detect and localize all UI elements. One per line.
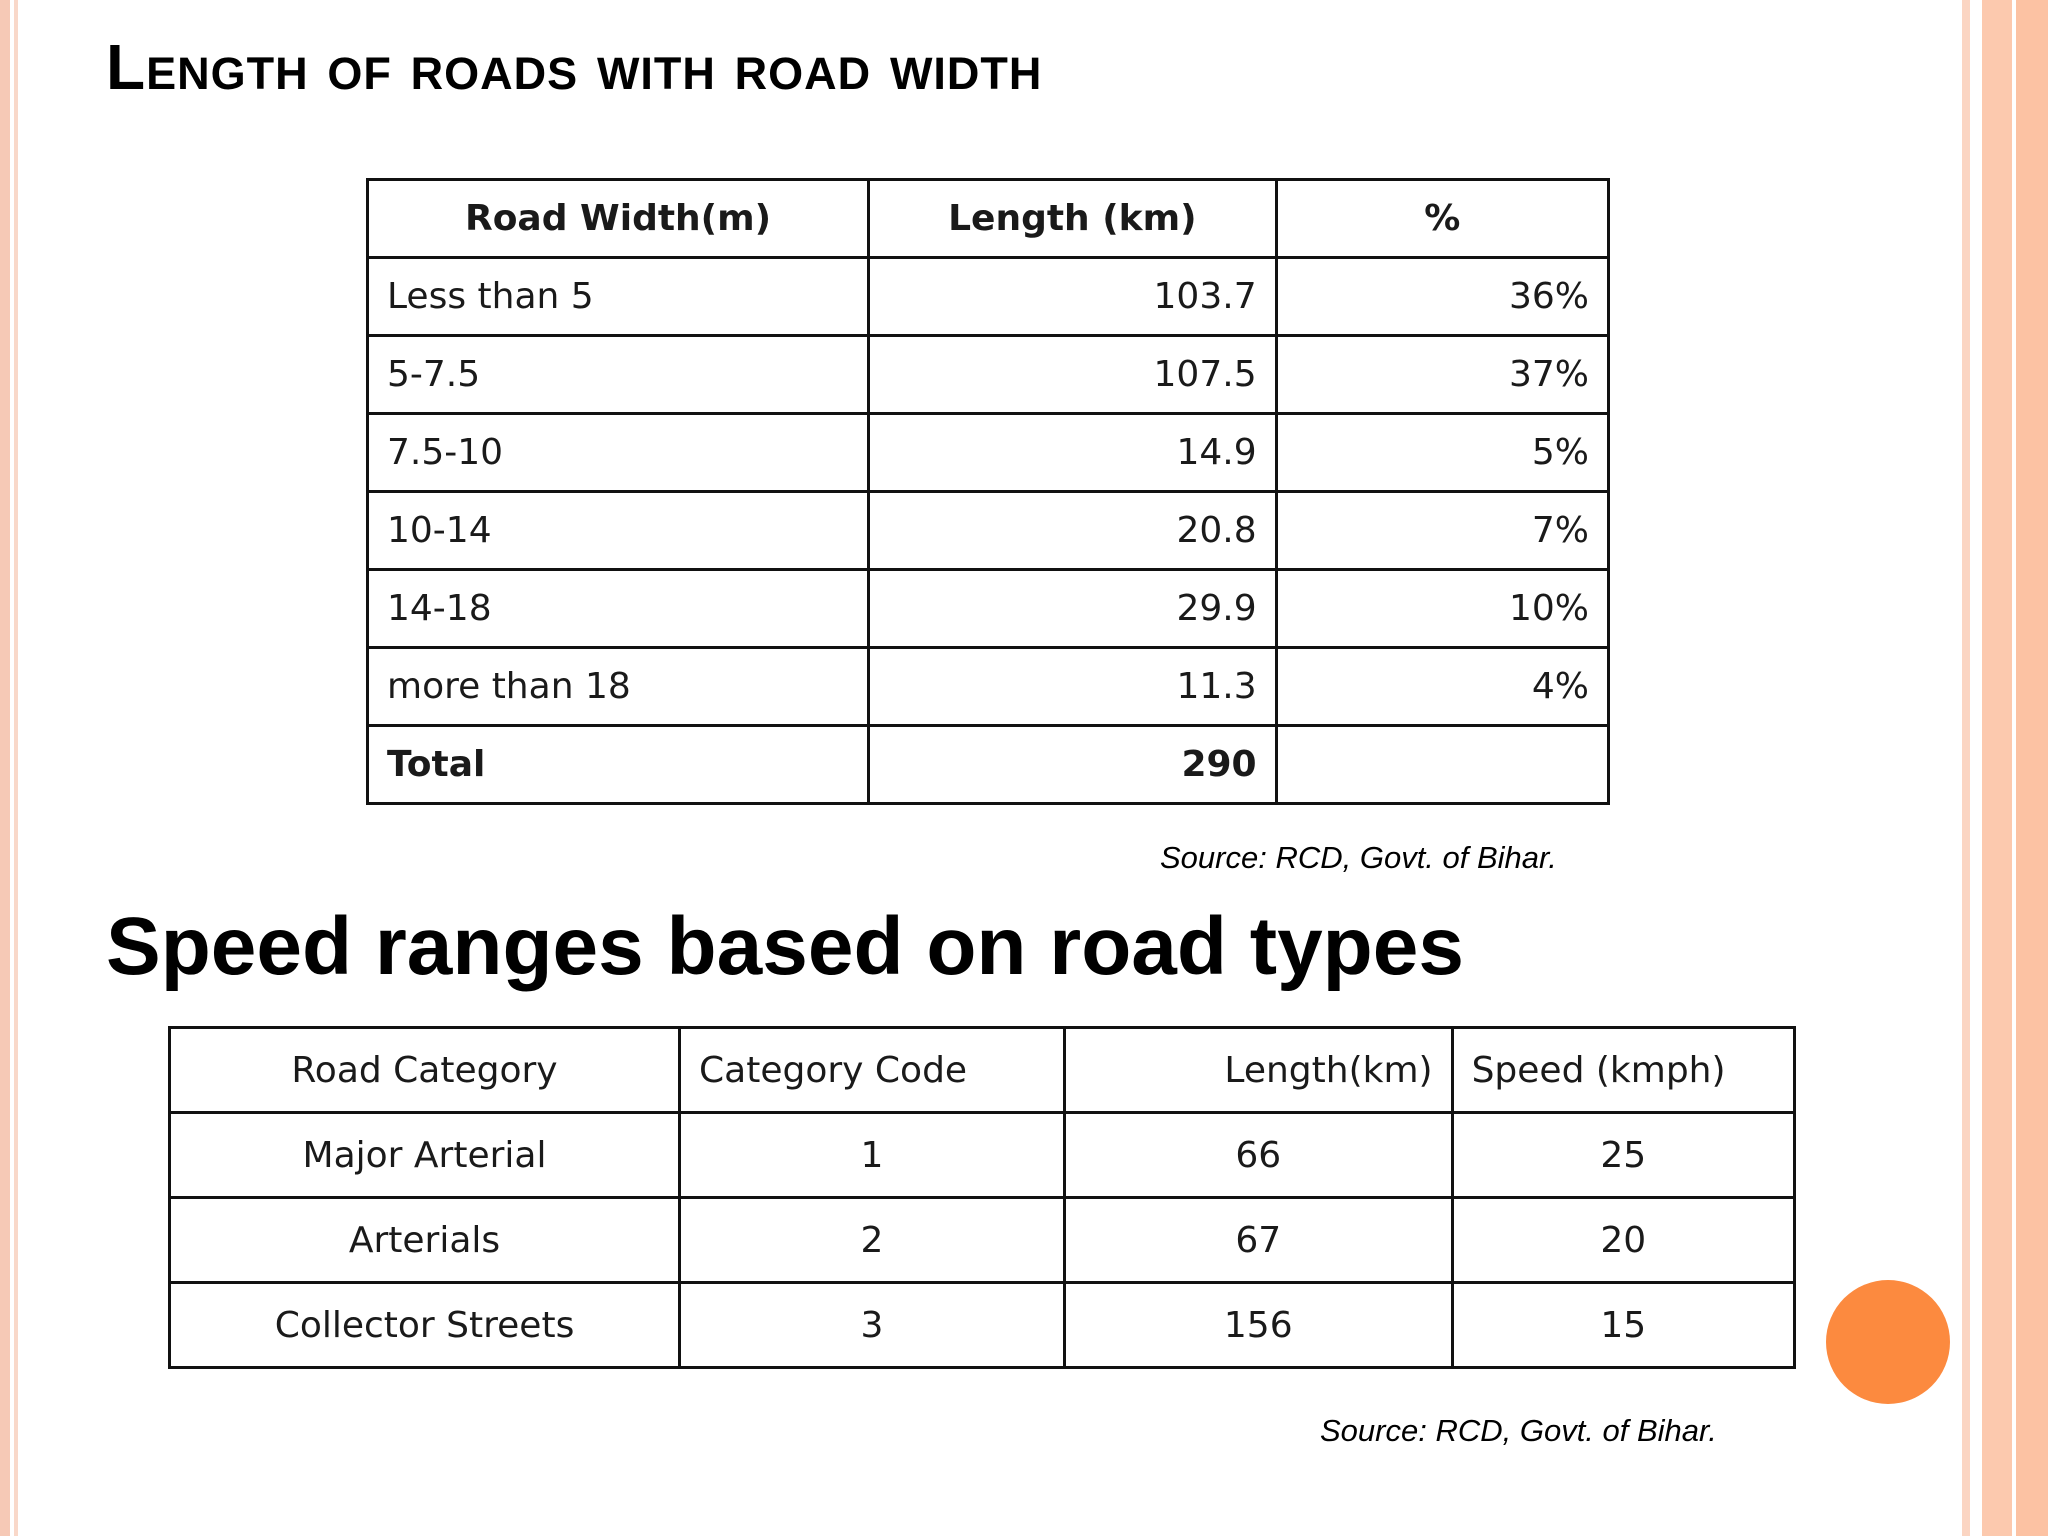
cell-length: 29.9 — [869, 570, 1277, 648]
road-width-table — [366, 178, 1610, 805]
cell-length: 156 — [1064, 1283, 1452, 1368]
header-road-category: Road Category — [170, 1028, 680, 1113]
left-border-stripe-inner — [14, 0, 18, 1536]
slide-title-road-width: Length of roads with road width — [106, 31, 1043, 103]
cell-road-category: Collector Streets — [170, 1283, 680, 1368]
cell-road-category: Major Arterial — [170, 1113, 680, 1198]
table-row — [368, 258, 1609, 336]
table-header-row — [170, 1028, 1795, 1113]
cell-percent: 10% — [1276, 570, 1608, 648]
cell-percent: 5% — [1276, 414, 1608, 492]
table-row — [368, 336, 1609, 414]
header-road-width: Road Width(m) — [368, 180, 869, 258]
cell-percent: 36% — [1276, 258, 1608, 336]
cell-percent: 37% — [1276, 336, 1608, 414]
table-header-row — [368, 180, 1609, 258]
table-row — [368, 492, 1609, 570]
header-length: Length(km) — [1064, 1028, 1452, 1113]
table-row — [368, 648, 1609, 726]
cell-road-width: Less than 5 — [368, 258, 869, 336]
left-border-stripe — [0, 0, 10, 1536]
cell-total-percent — [1276, 726, 1608, 804]
right-border-stripe-2 — [1982, 0, 2012, 1536]
cell-length: 66 — [1064, 1113, 1452, 1198]
cell-length: 14.9 — [869, 414, 1277, 492]
source-note-road-width: Source: RCD, Govt. of Bihar. — [1160, 840, 1557, 875]
table-row — [368, 414, 1609, 492]
cell-road-width: 10-14 — [368, 492, 869, 570]
header-speed: Speed (kmph) — [1452, 1028, 1794, 1113]
cell-length: 107.5 — [869, 336, 1277, 414]
cell-speed: 20 — [1452, 1198, 1794, 1283]
cell-percent: 7% — [1276, 492, 1608, 570]
table-row — [170, 1113, 1795, 1198]
cell-total-length: 290 — [869, 726, 1277, 804]
cell-category-code: 3 — [680, 1283, 1065, 1368]
cell-road-width: 5-7.5 — [368, 336, 869, 414]
header-percent: % — [1276, 180, 1608, 258]
table-row — [368, 570, 1609, 648]
header-category-code: Category Code — [680, 1028, 1065, 1113]
right-border-stripe-4 — [2016, 0, 2048, 1536]
table-row — [170, 1283, 1795, 1368]
cell-percent: 4% — [1276, 648, 1608, 726]
cell-road-category: Arterials — [170, 1198, 680, 1283]
cell-total-label: Total — [368, 726, 869, 804]
table-total-row — [368, 726, 1609, 804]
cell-length: 20.8 — [869, 492, 1277, 570]
header-length: Length (km) — [869, 180, 1277, 258]
decorative-circle — [1826, 1280, 1950, 1404]
table-row — [170, 1198, 1795, 1283]
cell-length: 11.3 — [869, 648, 1277, 726]
cell-category-code: 1 — [680, 1113, 1065, 1198]
cell-length: 103.7 — [869, 258, 1277, 336]
cell-category-code: 2 — [680, 1198, 1065, 1283]
right-border-stripe-1 — [1962, 0, 1970, 1536]
cell-speed: 25 — [1452, 1113, 1794, 1198]
cell-road-width: 14-18 — [368, 570, 869, 648]
cell-length: 67 — [1064, 1198, 1452, 1283]
cell-road-width: 7.5-10 — [368, 414, 869, 492]
source-note-speed: Source: RCD, Govt. of Bihar. — [1320, 1413, 1717, 1448]
cell-speed: 15 — [1452, 1283, 1794, 1368]
speed-range-table — [168, 1026, 1796, 1369]
cell-road-width: more than 18 — [368, 648, 869, 726]
slide-title-speed-ranges: Speed ranges based on road types — [106, 901, 1464, 992]
